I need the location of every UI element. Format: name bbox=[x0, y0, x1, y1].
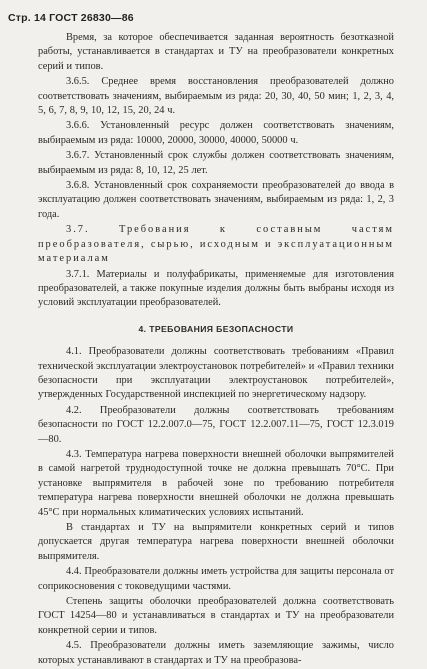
paragraph: 4.5. Преобразователи должны иметь заземляющие зажимы, число которых устанавливают в стандартах и ТУ на преобразова- bbox=[38, 640, 394, 666]
paragraph: 3.6.8. Установленный срок сохраняемости преобразователей до ввода в эксплуатацию должен соответствовать значениям, выбираемым из ряда: 1, 2, 3 года. bbox=[38, 180, 394, 220]
paragraph: Степень защиты оболочки преобразователей должна соответствовать ГОСТ 14254—80 и устанавливаться в стандартах и ТУ на преобразователи конкретной серии и типов. bbox=[38, 596, 394, 636]
paragraph: 4.3. Температура нагрева поверхности внешней оболочки выпрямителей в самой нагретой труднодоступной точке не должна превышать 70°С. При установке выпрямителя в рабочей зоне по требованию потребителя температура нагрева поверхности внешней оболочки не должна превышать 45°С при нормальных климатических условиях испытаний. bbox=[38, 448, 394, 518]
paragraph: 3.6.6. Установленный ресурс должен соответствовать значениям, выбираемым из ряда: 10000, 20000, 30000, 40000, 50000 ч. bbox=[38, 120, 394, 146]
paragraph: 4.4. Преобразователи должны иметь устройства для защиты персонала от соприкосновения с токоведущими частями. bbox=[38, 566, 394, 592]
paragraph: В стандартах и ТУ на выпрямители конкретных серий и типов допускается другая температура нагрева поверхности внешней оболочки выпрямителя. bbox=[38, 522, 394, 562]
paragraph: 3.6.5. Среднее время восстановления преобразователей должно соответствовать значениям, выбираемым из ряда: 20, 30, 40, 50 мин; 1, 2, 3, 4, 5, 6, 7, 8, 9, 10, 12, 15, 20, 24 ч. bbox=[38, 76, 394, 117]
paragraph: 3.6.7. Установленный срок службы должен соответствовать значениям, выбираемым из ряда: 8, 10, 12, 25 лет. bbox=[38, 150, 394, 176]
paragraph: 4.2. Преобразователи должны соответствовать требованиям безопасности по ГОСТ 12.2.007.0—75, ГОСТ 12.2.007.11—75, ГОСТ 12.3.019—80. bbox=[38, 404, 394, 445]
paragraph: 3.7.1. Материалы и полуфабрикаты, применяемые для изготовления преобразователей, а также покупные изделия должны быть выбраны исходя из условий эксплуатации преобразователей. bbox=[38, 268, 394, 309]
page-header: Стр. 14 ГОСТ 26830—86 bbox=[8, 12, 134, 24]
subsection-heading: 3.7. Требования к составным частям преобразователя, сырью, исходным и эксплуатационным материалам bbox=[38, 224, 394, 265]
paragraph: 4.1. Преобразователи должны соответствовать требованиям «Правил технической эксплуатации электроустановок потребителей» и «Правил техники безопасности при эксплуатации электроустановок потребителей», утвержденных Государственной инспекцией по энергетическому надзору. bbox=[38, 346, 394, 401]
section-title: 4. ТРЕБОВАНИЯ БЕЗОПАСНОСТИ bbox=[138, 323, 294, 334]
page-body bbox=[38, 31, 394, 669]
paragraph: Время, за которое обеспечивается заданная вероятность безотказной работы, устанавливается в стандартах и ТУ на преобразователи конкретных серий и типов. bbox=[38, 32, 394, 72]
